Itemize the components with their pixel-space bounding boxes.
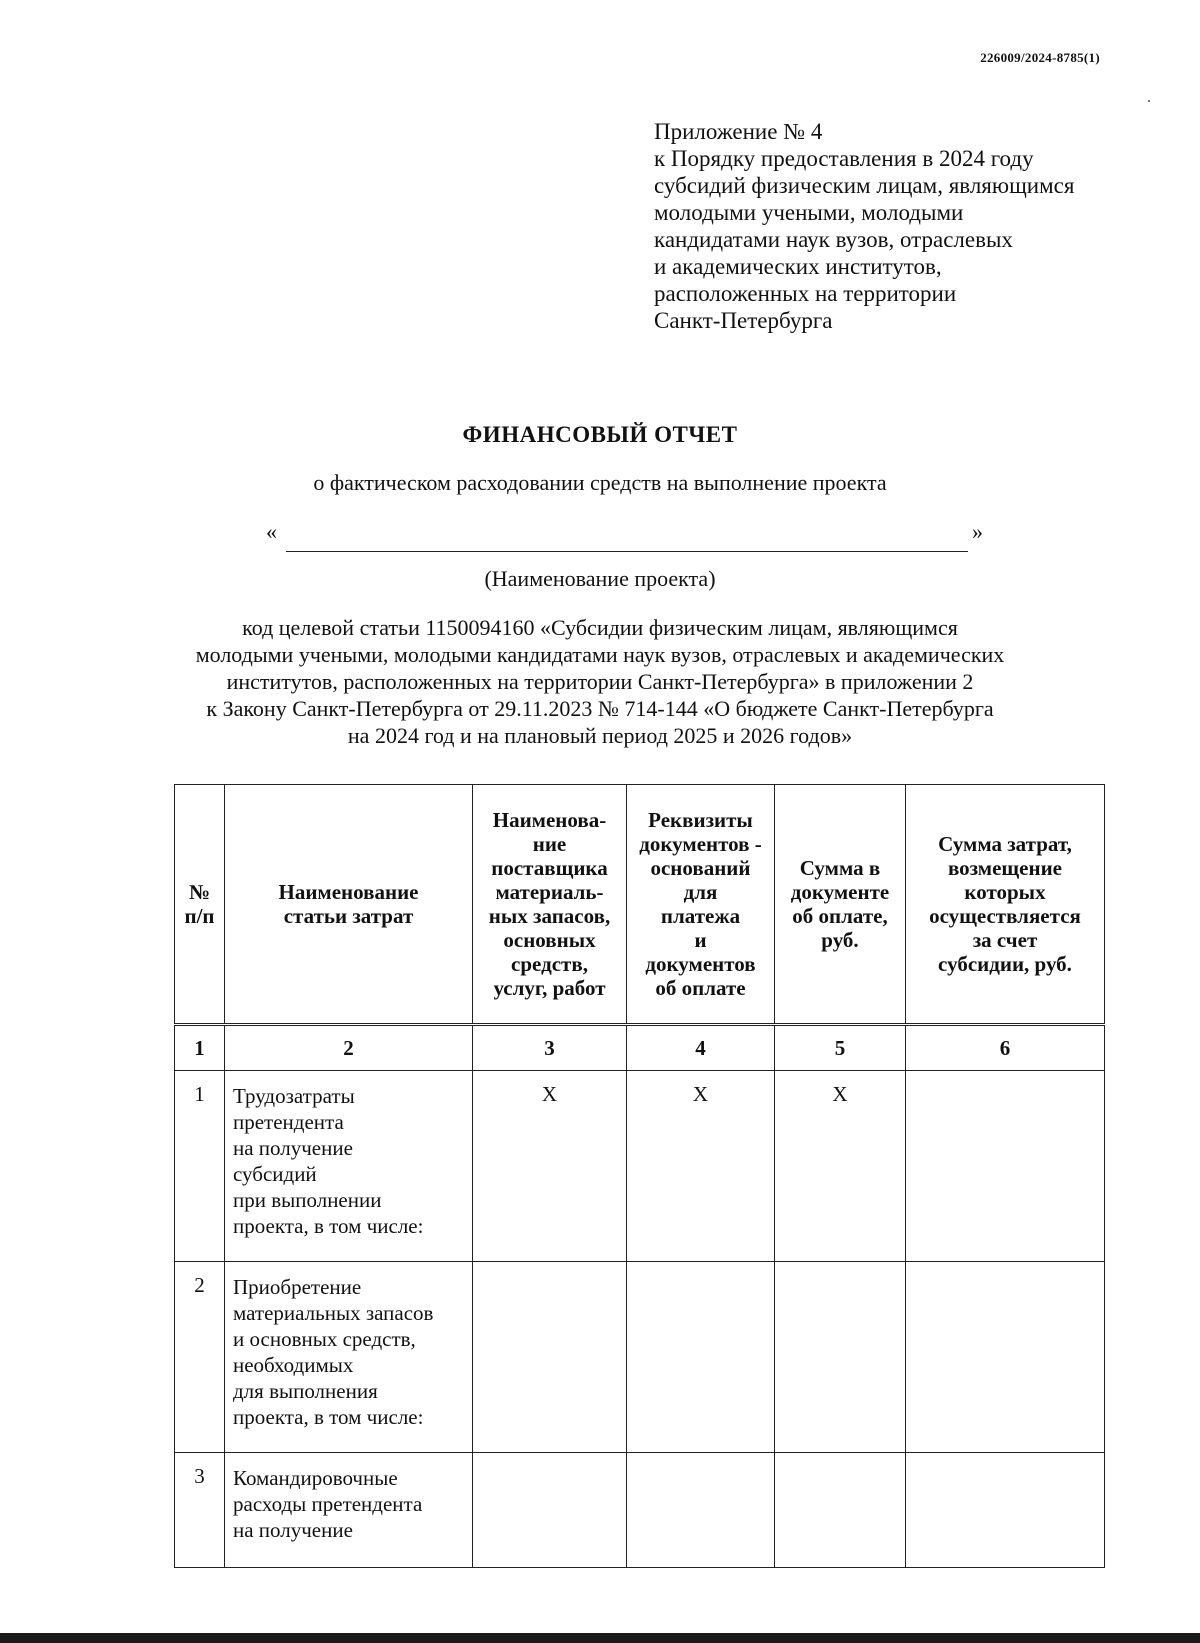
column-number: 5 xyxy=(775,1025,906,1071)
table-header-row xyxy=(175,785,1105,1025)
document-registration-number: 226009/2024-8785(1) xyxy=(980,50,1100,65)
code-text-line: к Закону Санкт-Петербурга от 29.11.2023 № 714-144 «О бюджете Санкт-Петербурга xyxy=(206,696,994,721)
financial-report-table xyxy=(174,784,1105,1568)
project-name-blank-line[interactable] xyxy=(286,551,968,552)
row-document-amount-cell[interactable] xyxy=(775,1453,906,1568)
table-row xyxy=(175,1262,1105,1453)
appendix-line: и академических институтов, xyxy=(654,254,942,279)
row-subsidy-amount-cell[interactable] xyxy=(906,1071,1105,1262)
code-text-line: код целевой статьи 1150094160 «Субсидии физическим лицам, являющимся xyxy=(242,615,958,640)
scan-dot xyxy=(1148,100,1150,102)
row-document-details-cell[interactable] xyxy=(627,1262,775,1453)
row-supplier-cell: Х xyxy=(473,1071,627,1262)
row-number: 3 xyxy=(175,1453,225,1568)
appendix-line: Санкт-Петербурга xyxy=(654,308,833,333)
document-title: ФИНАНСОВЫЙ ОТЧЕТ xyxy=(462,422,738,447)
header-cell-document-amount: Сумма в документе об оплате, руб. xyxy=(775,785,906,1025)
row-number: 2 xyxy=(175,1262,225,1453)
document-subtitle: о фактическом расходовании средств на выполнение проекта xyxy=(313,470,887,495)
row-subsidy-amount-cell[interactable] xyxy=(906,1453,1105,1568)
column-number-row xyxy=(175,1025,1105,1071)
header-cell-subsidy-amount: Сумма затрат, возмещение которых осуществляется за счет субсидии, руб. xyxy=(906,785,1105,1025)
code-text-line: молодыми учеными, молодыми кандидатами наук вузов, отраслевых и академических xyxy=(195,642,1005,667)
row-expense-item: Трудозатраты претендента на получение субсидий при выполнении проекта, в том числе: xyxy=(225,1071,473,1262)
code-text-line: на 2024 год и на плановый период 2025 и 2026 годов» xyxy=(347,723,853,748)
project-name-caption: (Наименование проекта) xyxy=(484,566,716,591)
column-number: 4 xyxy=(627,1025,775,1071)
appendix-line: Приложение № 4 xyxy=(654,119,823,144)
appendix-header xyxy=(654,118,1114,334)
column-number: 2 xyxy=(225,1025,473,1071)
header-cell-expense-item: Наименование статьи затрат xyxy=(225,785,473,1025)
row-document-amount-cell: Х xyxy=(775,1071,906,1262)
code-text-line: институтов, расположенных на территории Санкт-Петербурга» в приложении 2 xyxy=(226,669,974,694)
appendix-line: кандидатами наук вузов, отраслевых xyxy=(654,227,1013,252)
row-document-details-cell[interactable] xyxy=(627,1453,775,1568)
row-document-amount-cell[interactable] xyxy=(775,1262,906,1453)
header-cell-supplier: Наименова- ние поставщика материаль- ных запасов, основных средств, услуг, работ xyxy=(473,785,627,1025)
column-number: 6 xyxy=(906,1025,1105,1071)
table-row xyxy=(175,1071,1105,1262)
project-quote-open: « xyxy=(266,519,277,544)
appendix-line: субсидий физическим лицам, являющимся xyxy=(654,173,1075,198)
row-expense-item: Приобретение материальных запасов и основных средств, необходимых для выполнения проекта, в том числе: xyxy=(225,1262,473,1453)
row-supplier-cell[interactable] xyxy=(473,1262,627,1453)
row-expense-item: Командировочные расходы претендента на получение xyxy=(225,1453,473,1568)
row-supplier-cell[interactable] xyxy=(473,1453,627,1568)
column-number: 3 xyxy=(473,1025,627,1071)
table-row xyxy=(175,1453,1105,1568)
target-article-code-text xyxy=(150,614,1050,749)
header-cell-number: № п/п xyxy=(175,785,225,1025)
appendix-line: к Порядку предоставления в 2024 году xyxy=(654,146,1034,171)
header-cell-document-details: Реквизиты документов - оснований для платежа и документов об оплате xyxy=(627,785,775,1025)
row-subsidy-amount-cell[interactable] xyxy=(906,1262,1105,1453)
row-document-details-cell: Х xyxy=(627,1071,775,1262)
project-quote-close: » xyxy=(972,519,983,544)
appendix-line: расположенных на территории xyxy=(654,281,957,306)
row-number: 1 xyxy=(175,1071,225,1262)
column-number: 1 xyxy=(175,1025,225,1071)
scan-bottom-edge xyxy=(0,1633,1200,1643)
appendix-line: молодыми учеными, молодыми xyxy=(654,200,964,225)
